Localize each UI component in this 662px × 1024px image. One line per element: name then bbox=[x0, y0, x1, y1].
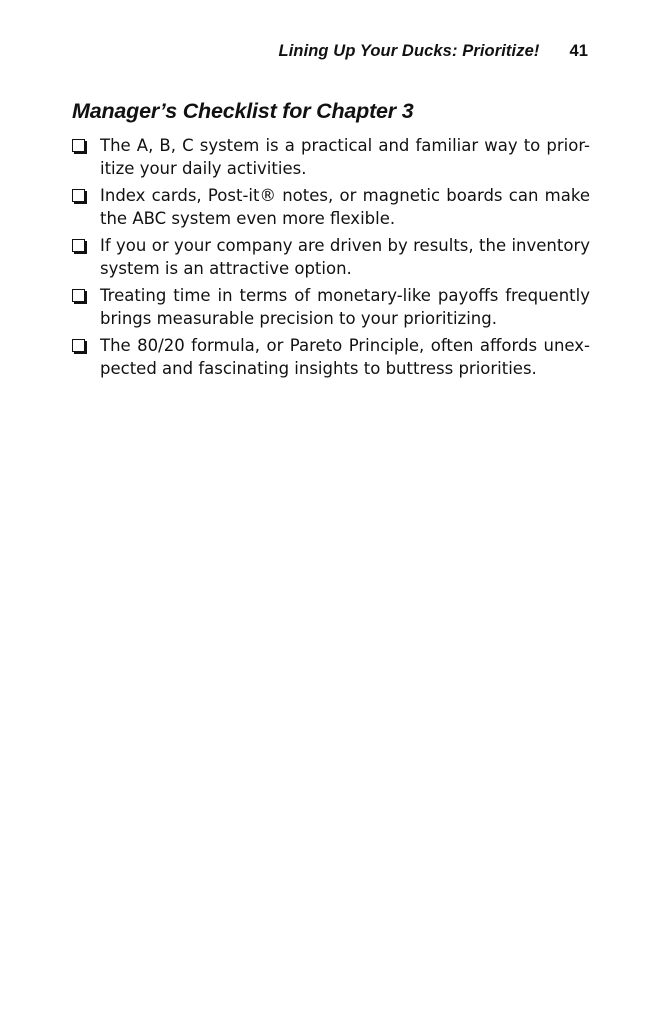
checklist-item-text: Index cards, Post-it® notes, or magnetic boards can make the ABC system even more flexible. bbox=[100, 186, 590, 228]
section-title: Manager’s Checklist for Chapter 3 bbox=[72, 99, 414, 123]
checklist-item bbox=[72, 234, 590, 280]
running-header bbox=[74, 42, 588, 61]
checklist-item bbox=[72, 284, 590, 330]
checkbox-icon bbox=[72, 289, 85, 302]
page-number: 41 bbox=[569, 42, 588, 60]
checklist-item-text: If you or your company are driven by results, the inventory system is an attractive option. bbox=[100, 236, 590, 278]
checklist-item-text: Treating time in terms of monetary-like payoffs frequently brings measurable precision to your prioritizing. bbox=[100, 286, 590, 328]
running-title: Lining Up Your Ducks: Prioritize! bbox=[278, 42, 540, 60]
checklist-item-text: The A, B, C system is a practical and familiar way to prior-itize your daily activities. bbox=[100, 136, 590, 178]
checklist-item bbox=[72, 334, 590, 380]
checkbox-icon bbox=[72, 239, 85, 252]
checklist-item-text: The 80/20 formula, or Pareto Principle, often affords unex-pected and fascinating insights to buttress priorities. bbox=[100, 336, 590, 378]
checklist bbox=[72, 134, 590, 384]
checkbox-icon bbox=[72, 139, 85, 152]
checklist-item bbox=[72, 184, 590, 230]
checkbox-icon bbox=[72, 189, 85, 202]
checklist-item bbox=[72, 134, 590, 180]
checkbox-icon bbox=[72, 339, 85, 352]
